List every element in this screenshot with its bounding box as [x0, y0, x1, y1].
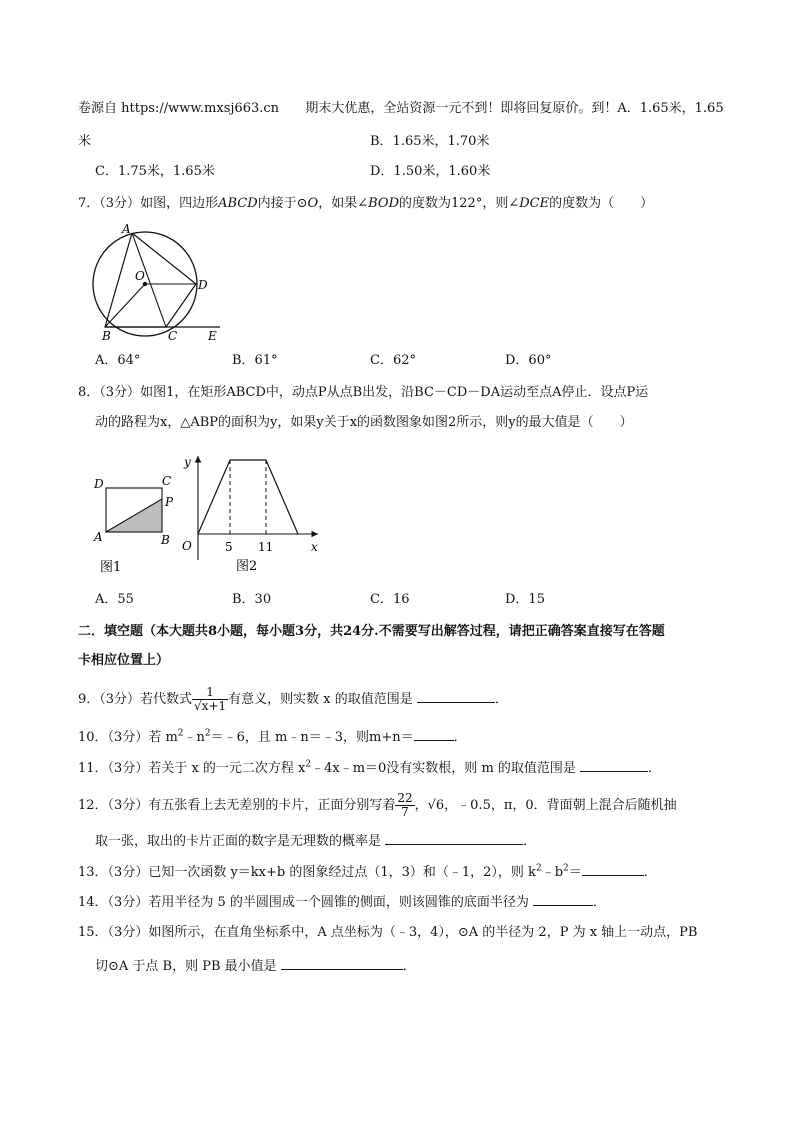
q10-end: ． — [453, 730, 467, 745]
q10-text-mid2: ＝﹣6，且 m﹣n＝﹣3，则m+n＝ — [210, 730, 414, 745]
q12-frac-den: 7 — [401, 805, 409, 819]
q7-text-b: 内接于⊙ — [257, 196, 308, 211]
q8-text-1: 如图1，在矩形ABCD中，动点P从点B出发，沿BC－CD－DA运动至点A停止．设点P运 — [140, 385, 649, 400]
q9-frac-den: √x+1 — [194, 699, 227, 713]
q14-text: 14．（3分）若用半径为 5 的半圆围成一个圆锥的侧面，则该圆锥的底面半径为 — [78, 895, 529, 910]
label-e: E — [208, 329, 217, 343]
q7-option-c: C．62° — [370, 353, 416, 368]
q7-dce: DCE — [519, 196, 550, 211]
q8-score: （3分） — [99, 385, 141, 400]
q9-text-pre: 9．（3分）若代数式 — [78, 692, 193, 707]
label-y: y — [184, 455, 191, 469]
q9-frac-num: 1 — [192, 686, 228, 700]
label-o: O — [135, 269, 145, 283]
section-2-title: 二．填空题（本大题共8小题，每小题3分，共24分.不需要写出解答过程，请把正确答案直接写在答题 — [78, 624, 665, 639]
q6-option-c: C．1.75米，1.65米 — [95, 164, 215, 179]
section-2-title-cont: 卡相应位置上） — [78, 653, 170, 668]
q11-text-pre: 11．（3分）若关于 x 的一元二次方程 x — [78, 761, 306, 776]
label-a: A — [94, 530, 103, 544]
tick-5: 5 — [225, 540, 233, 554]
tick-11: 11 — [258, 540, 274, 554]
q13-sup-1: 2 — [535, 863, 542, 874]
q12-stem — [78, 792, 677, 819]
label-b: B — [161, 533, 170, 547]
q14-end: ． — [593, 895, 607, 910]
q11-answer-blank[interactable] — [580, 758, 648, 772]
q11-end: ． — [648, 761, 662, 776]
label-o: O — [182, 539, 192, 553]
function-graph — [198, 460, 298, 534]
q8-option-c: C．16 — [370, 592, 410, 607]
q7-o: O — [307, 196, 319, 211]
q8-figure-2 — [180, 450, 325, 578]
label-a: A — [122, 222, 131, 236]
label-b: B — [102, 329, 111, 343]
q13-stem — [78, 862, 657, 882]
q15-text-line2: 切⊙A 于点 B，则 PB 最小值是 — [95, 959, 277, 974]
q8-number: 8． — [78, 385, 100, 400]
header-line-cont: 米 — [78, 134, 92, 149]
q8-option-a: A．55 — [95, 592, 134, 607]
caption-1: 图1 — [100, 560, 122, 575]
q12-fraction — [395, 792, 414, 819]
q11-sup: 2 — [305, 759, 312, 770]
q12-text-line2: 取一张，取出的卡片正面的数字是无理数的概率是 — [95, 834, 382, 849]
q15-stem-line1: 15．（3分）如图所示，在直角坐标系中，A 点坐标为（﹣3，4），⊙A 的半径为 2，P 为 x 轴上一动点，PB — [78, 925, 698, 940]
q7-text-e: 的度数为（ ） — [549, 196, 654, 211]
label-c: C — [162, 474, 172, 488]
q14-stem — [78, 892, 606, 912]
q7-bod: BOD — [368, 196, 399, 211]
q11-text-post: ﹣4x﹣m＝0没有实数根，则 m 的取值范围是 — [311, 761, 576, 776]
q6-option-d: D．1.50米，1.60米 — [370, 164, 491, 179]
q9-answer-blank[interactable] — [417, 689, 495, 703]
label-x: x — [311, 540, 318, 554]
q14-answer-blank[interactable] — [533, 892, 593, 906]
q12-stem-line2 — [95, 831, 536, 851]
q10-sup-2: 2 — [204, 728, 211, 739]
q7-option-b: B．61° — [232, 353, 278, 368]
q10-stem — [78, 727, 467, 747]
q13-text-pre: 13．（3分）已知一次函数 y＝kx+b 的图象经过点（1，3）和（﹣1，2），则 k — [78, 865, 536, 880]
q8-option-b: B．30 — [232, 592, 272, 607]
q8-option-d: D．15 — [505, 592, 545, 607]
q13-answer-blank[interactable] — [582, 862, 644, 876]
q10-answer-blank[interactable] — [414, 727, 454, 741]
promo-text: 期末大优惠，全站资源一元不到！即将回复原价。到！A．1.65米，1.65 — [305, 101, 724, 116]
q12-answer-blank[interactable] — [385, 831, 523, 845]
q7-number: 7． — [78, 196, 100, 211]
q7-text-a: 如图，四边形 — [140, 196, 219, 211]
q15-end: ． — [402, 959, 416, 974]
q6-option-b: B．1.65米，1.70米 — [370, 134, 490, 149]
q13-text-mid: ﹣b — [541, 865, 564, 880]
q12-text-post: ，√6，﹣0.5，π，0．背面朝上混合后随机抽 — [414, 798, 677, 813]
q8-stem-line1 — [78, 384, 648, 402]
q13-end: ． — [643, 865, 657, 880]
q7-option-d: D．60° — [505, 353, 552, 368]
q7-stem — [78, 195, 653, 213]
q11-stem — [78, 758, 661, 778]
q10-text-pre: 10．（3分）若 m — [78, 730, 178, 745]
label-c: C — [168, 329, 178, 343]
q7-option-a: A．64° — [95, 353, 141, 368]
caption-2: 图2 — [236, 559, 258, 574]
q15-answer-blank[interactable] — [281, 956, 403, 970]
q7-score: （3分） — [99, 196, 141, 211]
q9-fraction — [192, 686, 228, 713]
q9-text-post: 有意义，则实数 x 的取值范围是 — [228, 692, 413, 707]
source-text: 卷源自 https://www.mxsj663.cn — [78, 101, 280, 116]
q15-stem-line2 — [95, 956, 416, 976]
q8-figure-1 — [88, 470, 183, 580]
q9-end: ． — [494, 692, 508, 707]
q7-text-c: ，如果∠ — [318, 196, 369, 211]
label-p: P — [165, 495, 174, 509]
q12-frac-num: 22 — [397, 791, 413, 805]
q9-stem — [78, 686, 508, 713]
q7-figure-circle — [88, 222, 228, 347]
label-d: D — [94, 477, 104, 491]
q12-end: ． — [523, 834, 537, 849]
q10-sup-1: 2 — [177, 728, 184, 739]
q8-stem-line2: 动的路程为x，△ABP的面积为y，如果y关于x的函数图象如图2所示，则y的最大值是（ ） — [95, 415, 633, 430]
q10-text-mid: ﹣n — [183, 730, 205, 745]
label-d: D — [198, 278, 208, 292]
q7-abcd: ABCD — [218, 196, 258, 211]
q13-sup-2: 2 — [563, 863, 569, 874]
q12-text-pre: 12．（3分）有五张看上去无差别的卡片，正面分别写着 — [78, 798, 396, 813]
q13-text-mid2: ＝ — [568, 865, 582, 880]
header-line — [78, 100, 724, 118]
q7-text-d: 的度数为122°，则∠ — [399, 196, 520, 211]
